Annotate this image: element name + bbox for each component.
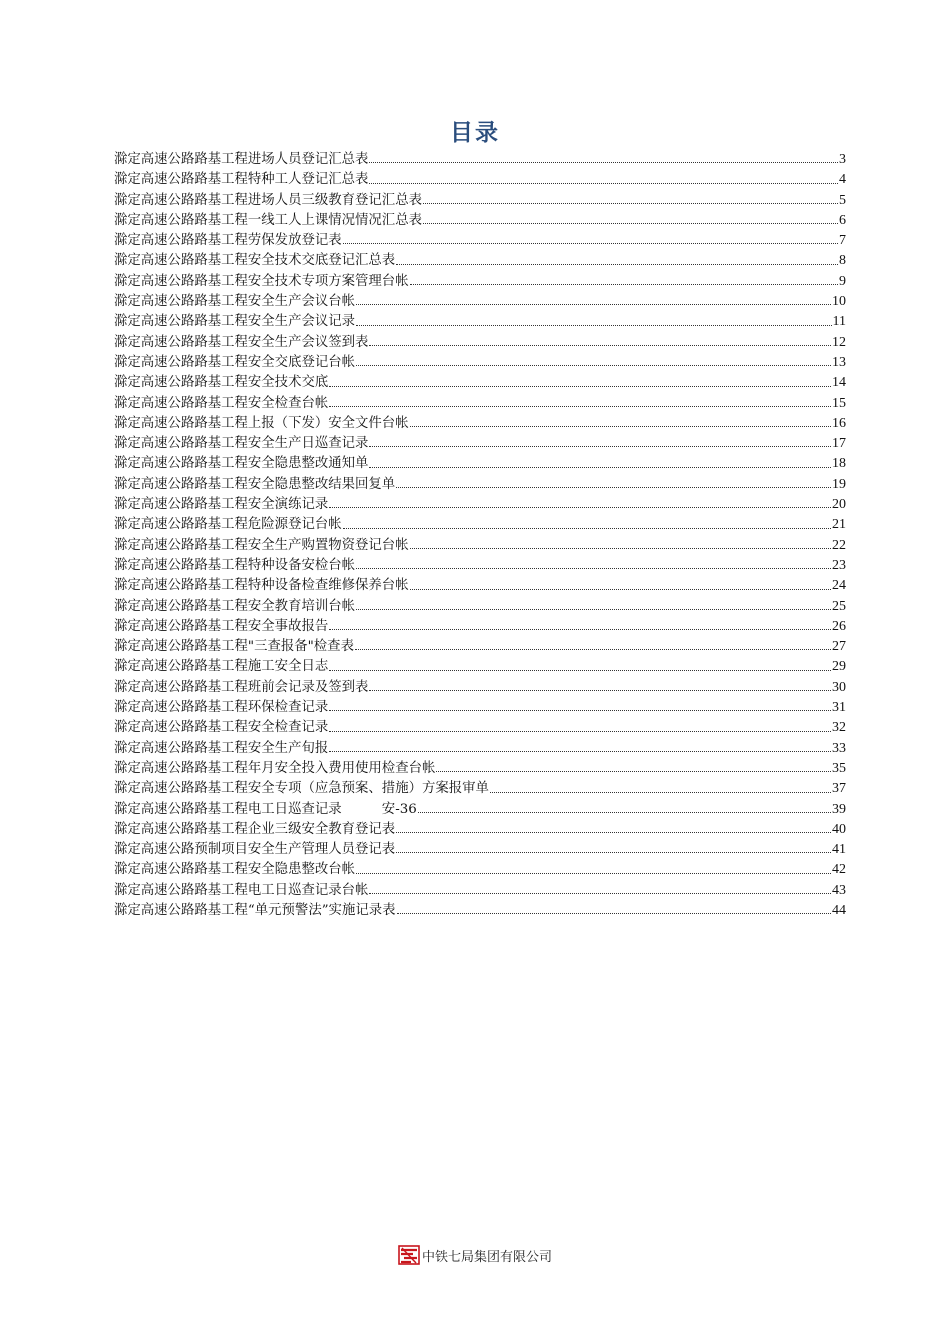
toc-entry-page-number: 35 — [832, 760, 846, 776]
toc-entry[interactable] — [114, 574, 846, 594]
toc-entry-page-number: 23 — [832, 557, 846, 573]
toc-entry[interactable] — [114, 249, 846, 269]
toc-dot-leader — [436, 770, 831, 772]
toc-entry-label: 滁定高速公路路基工程“单元预警法”实施记录表 — [114, 902, 396, 918]
toc-entry-label: 滁定高速公路路基工程特种设备检查维修保养台帐 — [114, 578, 409, 594]
toc-entry-label: 滁定高速公路路基工程进场人员登记汇总表 — [114, 152, 369, 167]
toc-entry-page-number: 25 — [832, 598, 846, 614]
toc-entry-label: 滁定高速公路路基工程安全生产日巡查记录 — [114, 436, 369, 452]
toc-entry-label: 滁定高速公路路基工程安全专项（应急预案、措施）方案报审单 — [114, 781, 489, 797]
toc-entry[interactable] — [114, 635, 846, 655]
toc-entry-label: 滁定高速公路路基工程年月安全投入费用使用检查台帐 — [114, 760, 436, 776]
toc-entry[interactable] — [114, 270, 846, 290]
toc-dot-leader — [396, 263, 838, 265]
toc-entry-label: 滁定高速公路路基工程安全技术专项方案管理台帐 — [114, 273, 409, 289]
toc-entry-page-number: 3 — [839, 152, 846, 167]
toc-dot-leader — [329, 628, 831, 630]
toc-dot-leader — [369, 182, 838, 184]
toc-entry-label: 滁定高速公路路基工程安全生产会议签到表 — [114, 334, 369, 350]
toc-entry-label: 滁定高速公路路基工程环保检查记录 — [114, 700, 329, 716]
toc-entry-page-number: 14 — [832, 375, 846, 391]
toc-entry-label: 滁定高速公路路基工程安全检查记录 — [114, 720, 329, 736]
toc-entry[interactable] — [114, 209, 846, 229]
toc-entry[interactable] — [114, 432, 846, 452]
toc-entry-page-number: 40 — [832, 821, 846, 837]
toc-entry[interactable] — [114, 168, 846, 188]
toc-dot-leader — [418, 811, 831, 813]
toc-entry-label: 滁定高速公路路基工程安全生产会议台帐 — [114, 294, 356, 310]
toc-entry-page-number: 30 — [832, 679, 846, 695]
toc-dot-leader — [329, 506, 831, 508]
toc-entry-label: 滁定高速公路路基工程进场人员三级教育登记汇总表 — [114, 192, 422, 208]
toc-entry[interactable] — [114, 310, 846, 330]
toc-entry[interactable] — [114, 331, 846, 351]
toc-entry-label: 滁定高速公路路基工程危险源登记台帐 — [114, 517, 342, 533]
toc-entry[interactable] — [114, 737, 846, 757]
toc-entry-page-number: 12 — [832, 334, 846, 350]
toc-entry-page-number: 15 — [832, 395, 846, 411]
toc-entry-page-number: 22 — [832, 537, 846, 553]
toc-entry[interactable] — [114, 351, 846, 371]
toc-dot-leader — [369, 466, 831, 468]
toc-entry-label: 滁定高速公路路基工程电工日巡查记录 安-36 — [114, 801, 417, 817]
toc-dot-leader — [369, 892, 831, 894]
toc-dot-leader — [329, 730, 831, 732]
toc-entry-label: 滁定高速公路路基工程安全生产旬报 — [114, 740, 329, 756]
toc-dot-leader — [369, 445, 831, 447]
toc-entry-label: 滁定高速公路路基工程安全生产购置物资登记台帐 — [114, 537, 409, 553]
toc-entry-page-number: 8 — [839, 253, 846, 269]
toc-entry-label: 滁定高速公路路基工程安全技术交底登记汇总表 — [114, 253, 396, 269]
table-of-contents — [114, 148, 846, 919]
toc-entry[interactable] — [114, 798, 846, 818]
toc-dot-leader — [356, 324, 831, 326]
toc-entry-label: 滁定高速公路路基工程安全演练记录 — [114, 497, 329, 513]
toc-dot-leader — [329, 405, 831, 407]
toc-entry[interactable] — [114, 554, 846, 574]
toc-entry-label: 滁定高速公路预制项目安全生产管理人员登记表 — [114, 842, 396, 858]
toc-entry-page-number: 24 — [832, 578, 846, 594]
toc-entry[interactable] — [114, 148, 846, 168]
toc-entry-page-number: 37 — [832, 781, 846, 797]
toc-dot-leader — [356, 567, 831, 569]
toc-entry[interactable] — [114, 392, 846, 412]
toc-entry-page-number: 43 — [832, 882, 846, 898]
toc-dot-leader — [356, 303, 831, 305]
toc-dot-leader — [343, 527, 831, 529]
toc-entry-page-number: 44 — [832, 902, 846, 918]
toc-entry-label: 滁定高速公路路基工程安全隐患整改结果回复单 — [114, 476, 396, 492]
toc-dot-leader — [329, 669, 831, 671]
toc-entry-label: 滁定高速公路路基工程一线工人上课情况情况汇总表 — [114, 212, 422, 228]
toc-entry[interactable] — [114, 473, 846, 493]
toc-entry-page-number: 5 — [839, 192, 846, 208]
toc-entry[interactable] — [114, 493, 846, 513]
toc-entry[interactable] — [114, 676, 846, 696]
toc-entry-page-number: 16 — [832, 415, 846, 431]
crec-logo-icon — [398, 1244, 420, 1266]
toc-entry[interactable] — [114, 229, 846, 249]
toc-dot-leader — [355, 648, 831, 650]
toc-dot-leader — [490, 791, 831, 793]
toc-entry[interactable] — [114, 696, 846, 716]
toc-entry-page-number: 6 — [839, 212, 846, 228]
toc-entry-label: 滁定高速公路路基工程施工安全日志 — [114, 659, 329, 675]
toc-dot-leader — [423, 202, 838, 204]
toc-entry-label: 滁定高速公路路基工程安全隐患整改台帐 — [114, 862, 356, 878]
toc-dot-leader — [329, 385, 831, 387]
toc-dot-leader — [343, 242, 838, 244]
toc-entry[interactable] — [114, 371, 846, 391]
toc-dot-leader — [329, 750, 831, 752]
toc-entry-page-number: 33 — [832, 740, 846, 756]
toc-entry-page-number: 7 — [839, 233, 846, 249]
toc-entry-label: 滁定高速公路路基工程企业三级安全教育登记表 — [114, 821, 396, 837]
toc-entry[interactable] — [114, 777, 846, 797]
toc-dot-leader — [396, 831, 831, 833]
toc-entry-page-number: 9 — [839, 273, 846, 289]
toc-dot-leader — [397, 912, 831, 914]
toc-dot-leader — [369, 344, 831, 346]
toc-entry[interactable] — [114, 189, 846, 209]
toc-dot-leader — [396, 486, 831, 488]
toc-entry-page-number: 17 — [832, 436, 846, 452]
toc-entry[interactable] — [114, 879, 846, 899]
toc-dot-leader — [410, 547, 831, 549]
toc-entry[interactable] — [114, 534, 846, 554]
company-name: 中铁七局集团有限公司 — [421, 1249, 552, 1265]
toc-entry[interactable] — [114, 452, 846, 472]
toc-entry[interactable] — [114, 716, 846, 736]
page-footer — [0, 1244, 950, 1266]
toc-dot-leader — [329, 709, 831, 711]
page-title: 目录 — [450, 120, 500, 146]
toc-entry-page-number: 21 — [832, 517, 846, 533]
toc-entry-page-number: 41 — [832, 842, 846, 858]
toc-entry-label: 滁定高速公路路基工程特种设备安检台帐 — [114, 557, 356, 573]
toc-entry-label: 滁定高速公路路基工程班前会记录及签到表 — [114, 679, 369, 695]
toc-dot-leader — [369, 689, 831, 691]
toc-entry[interactable] — [114, 655, 846, 675]
toc-entry[interactable] — [114, 818, 846, 838]
toc-dot-leader — [356, 608, 831, 610]
toc-entry[interactable] — [114, 838, 846, 858]
toc-entry[interactable] — [114, 858, 846, 878]
toc-entry-page-number: 13 — [832, 354, 846, 370]
toc-entry[interactable] — [114, 412, 846, 432]
toc-entry-page-number: 19 — [832, 476, 846, 492]
toc-entry-label: 滁定高速公路路基工程安全生产会议记录 — [114, 314, 356, 330]
toc-entry-label: 滁定高速公路路基工程特种工人登记汇总表 — [114, 172, 369, 188]
toc-dot-leader — [356, 364, 831, 366]
toc-entry-label: 滁定高速公路路基工程电工日巡查记录台帐 — [114, 882, 369, 898]
toc-entry-page-number: 42 — [832, 862, 846, 878]
toc-entry-page-number: 29 — [832, 659, 846, 675]
toc-entry-page-number: 32 — [832, 720, 846, 736]
toc-entry[interactable] — [114, 595, 846, 615]
toc-entry-page-number: 18 — [832, 456, 846, 472]
toc-dot-leader — [410, 588, 831, 590]
toc-dot-leader — [356, 872, 831, 874]
toc-entry-label: 滁定高速公路路基工程安全技术交底 — [114, 375, 329, 391]
toc-entry-label: 滁定高速公路路基工程安全事故报告 — [114, 618, 329, 634]
toc-entry-label: 滁定高速公路路基工程安全检查台帐 — [114, 395, 329, 411]
toc-entry-page-number: 26 — [832, 618, 846, 634]
toc-entry-page-number: 31 — [832, 700, 846, 716]
toc-entry-label: 滁定高速公路路基工程安全交底登记台帐 — [114, 354, 356, 370]
toc-dot-leader — [410, 283, 838, 285]
toc-entry-page-number: 11 — [832, 314, 846, 330]
toc-entry-label: 滁定高速公路路基工程安全教育培训台帐 — [114, 598, 356, 614]
toc-entry-label: 滁定高速公路路基工程"三查报备"检查表 — [114, 639, 354, 655]
toc-dot-leader — [396, 851, 831, 853]
toc-entry-page-number: 27 — [832, 639, 846, 655]
toc-entry[interactable] — [114, 513, 846, 533]
toc-entry-page-number: 20 — [832, 497, 846, 513]
toc-entry[interactable] — [114, 757, 846, 777]
toc-dot-leader — [410, 425, 831, 427]
toc-entry-page-number: 39 — [832, 801, 846, 817]
toc-dot-leader — [423, 222, 838, 224]
toc-entry-label: 滁定高速公路路基工程劳保发放登记表 — [114, 233, 342, 249]
toc-entry[interactable] — [114, 615, 846, 635]
toc-entry[interactable] — [114, 290, 846, 310]
toc-entry-page-number: 10 — [832, 294, 846, 310]
toc-entry-label: 滁定高速公路路基工程安全隐患整改通知单 — [114, 456, 369, 472]
toc-entry-label: 滁定高速公路路基工程上报（下发）安全文件台帐 — [114, 415, 409, 431]
toc-entry[interactable] — [114, 899, 846, 919]
toc-entry-page-number: 4 — [839, 172, 846, 188]
toc-dot-leader — [369, 161, 838, 163]
